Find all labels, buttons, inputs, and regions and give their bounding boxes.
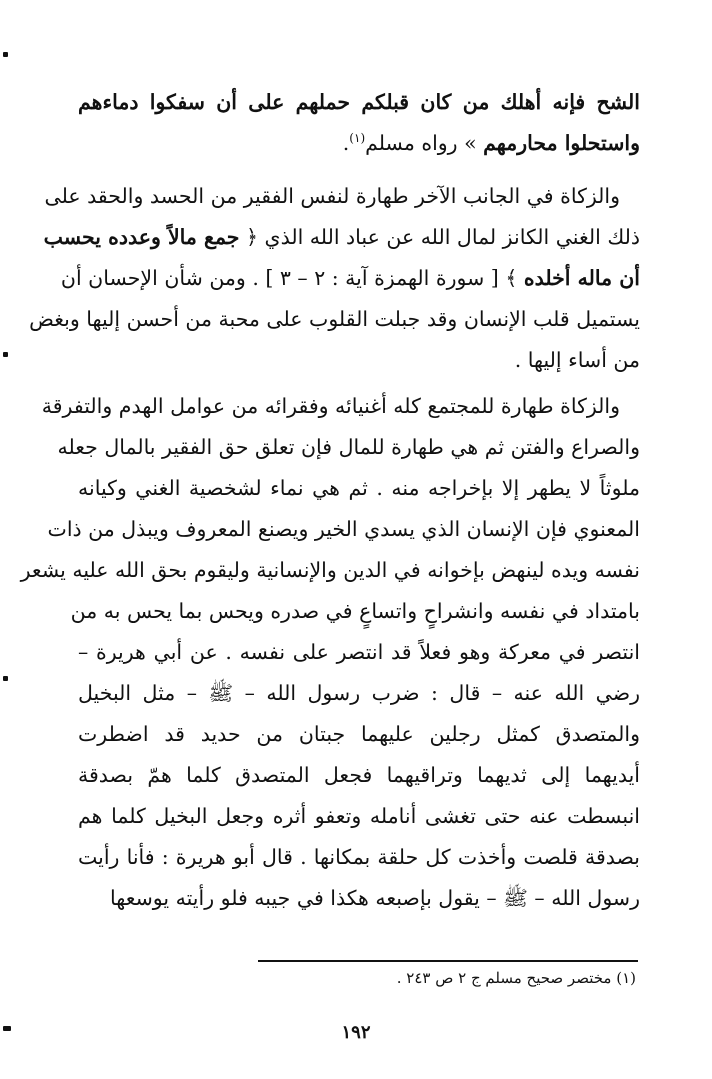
text-line bbox=[60, 258, 640, 299]
text-segment: واستحلوا محارمهم bbox=[483, 131, 640, 155]
text-line bbox=[70, 591, 640, 632]
margin-mark bbox=[3, 52, 8, 57]
text-segment: والصراع والفتن ثم هي طهارة للمال فإن تعلق حق الفقير بالمال جعله bbox=[57, 435, 640, 459]
text-line bbox=[47, 509, 640, 550]
margin-mark bbox=[3, 1026, 11, 1031]
text-segment: ذلك الغني الكانز لمال الله عن عباد الله الذي ﴿ bbox=[239, 225, 640, 249]
margin-mark bbox=[3, 352, 8, 357]
page-number: ١٩٢ bbox=[341, 1022, 371, 1043]
text-segment: . bbox=[342, 131, 350, 155]
text-line bbox=[78, 796, 640, 837]
text-segment: والزكاة في الجانب الآخر طهارة لنفس الفقير من الحسد والحقد على bbox=[44, 184, 620, 208]
text-segment: انبسطت عنه حتى تغشى أنامله وتعفو أثره وجعل البخيل كلما هم bbox=[78, 804, 640, 828]
text-segment: رسول الله – ﷺ – يقول بإصبعه هكذا في جيبه فلو رأيته يوسعها bbox=[110, 886, 640, 910]
text-line bbox=[78, 468, 640, 509]
text-segment: أيديهما إلى ثديهما وتراقيهما فجعل المتصدق كلما همّ بصدقة bbox=[78, 763, 640, 787]
text-segment: جمع مالاً وعدده يحسب bbox=[43, 225, 240, 249]
margin-mark bbox=[3, 676, 8, 681]
text-segment: » رواه مسلم bbox=[365, 131, 484, 155]
text-line bbox=[78, 714, 640, 755]
text-segment: ملوثاً لا يطهر إلا بإخراجه منه . ثم هي نماء لشخصية الغني وكيانه bbox=[78, 476, 640, 500]
text-segment: رضي الله عنه – قال : ضرب رسول الله – ﷺ – مثل البخيل bbox=[78, 681, 640, 705]
text-line bbox=[78, 82, 640, 123]
text-segment: المعنوي فإن الإنسان الذي يسدي الخير ويصنع المعروف ويبذل من ذات bbox=[47, 517, 640, 541]
text-line bbox=[44, 176, 640, 217]
footnote-reference: (١) bbox=[349, 131, 366, 146]
paragraph-2 bbox=[29, 176, 640, 381]
text-line bbox=[78, 673, 640, 714]
text-line bbox=[41, 386, 640, 427]
text-segment: ﴾ [ سورة الهمزة آية : ٢ – ٣ ] . ومن شأن الإحسان أن bbox=[60, 266, 524, 290]
text-line bbox=[78, 123, 640, 164]
text-line bbox=[78, 878, 640, 919]
text-segment: والمتصدق كمثل رجلين عليهما جبتان من حديد قد اضطرت bbox=[78, 722, 640, 746]
paragraph-3 bbox=[20, 386, 640, 919]
text-line bbox=[78, 632, 640, 673]
text-segment: والزكاة طهارة للمجتمع كله أغنيائه وفقرائه من عوامل الهدم والتفرقة bbox=[41, 394, 620, 418]
text-line bbox=[78, 837, 640, 878]
text-segment: انتصر في معركة وهو فعلاً قد انتصر على نفسه . عن أبي هريرة – bbox=[78, 640, 640, 664]
text-segment: أن ماله أخلده bbox=[523, 266, 640, 290]
text-segment: من أساء إليها . bbox=[514, 348, 640, 372]
text-line bbox=[78, 340, 640, 381]
text-line bbox=[78, 755, 640, 796]
text-segment: بامتداد في نفسه وانشراحٍ واتساعٍ في صدره ويحس بما يحس به من bbox=[70, 599, 640, 623]
paragraph-1 bbox=[78, 82, 640, 164]
footnote: (١) مختصر صحيح مسلم ج ٢ ص ٢٤٣ . bbox=[396, 969, 636, 987]
text-line bbox=[29, 299, 640, 340]
text-segment: الشح فإنه أهلك من كان قبلكم حملهم على أن سفكوا دماءهم bbox=[78, 90, 640, 114]
text-line bbox=[20, 550, 640, 591]
text-segment: بصدقة قلصت وأخذت كل حلقة بمكانها . قال أبو هريرة : فأنا رأيت bbox=[78, 845, 640, 869]
text-line bbox=[57, 427, 640, 468]
text-segment: يستميل قلب الإنسان وقد جبلت القلوب على محبة من أحسن إليها وبغض bbox=[29, 307, 640, 331]
footnote-divider bbox=[258, 960, 638, 962]
text-segment: نفسه ويده لينهض بإخوانه في الدين والإنسانية وليقوم بحق الله عليه يشعر bbox=[20, 558, 640, 582]
text-line bbox=[43, 217, 640, 258]
